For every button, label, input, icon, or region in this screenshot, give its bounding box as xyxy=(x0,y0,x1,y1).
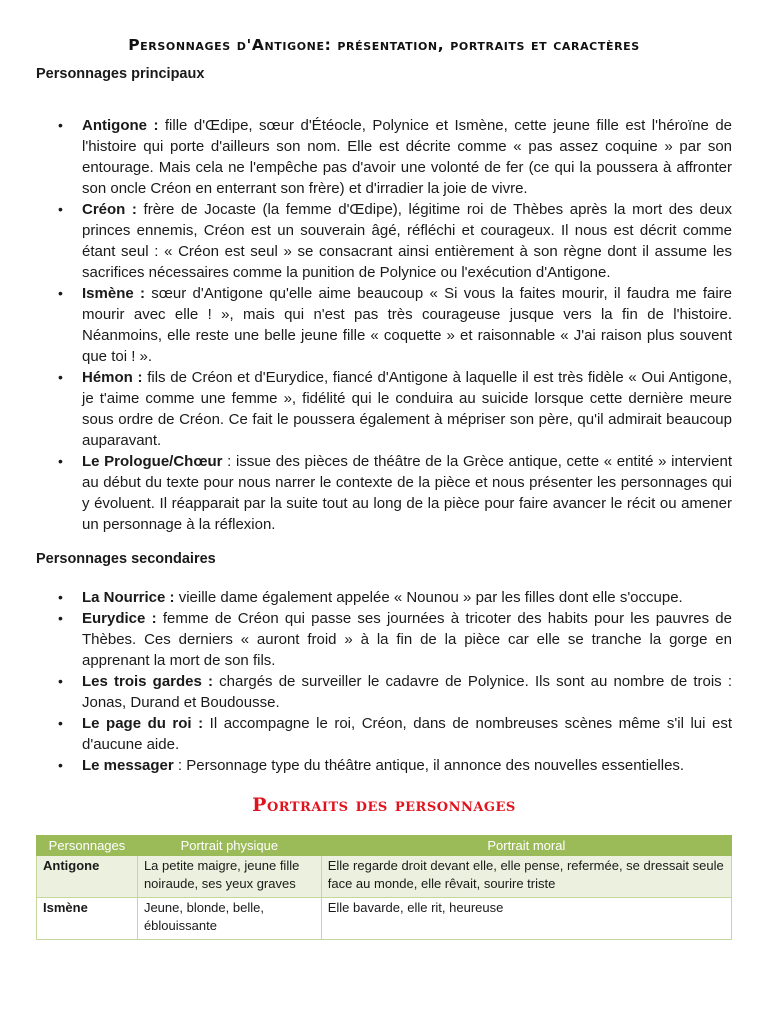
character-description: femme de Créon qui passe ses journées à tricoter des habits pour les pauvres de Thèbes. Ces derniers « auront froid » à la fin de la pièce car elle se tranche la gorge en apprenant la mort de son fils. xyxy=(82,610,732,669)
character-description: fille d'Œdipe, sœur d'Étéocle, Polynice et Ismène, cette jeune fille est l'héroïne de l'histoire qui porte d'ailleurs son nom. Elle est décrite comme « pas assez coquine » par son entourage. Mais cela ne l'empêche pas d'avoir une volonté de fer (ce qui la poussera à affronter son oncle Créon en enterrant son frère) et d'irradier la joie de vivre. xyxy=(82,117,732,197)
character-name: Les trois gardes : xyxy=(82,673,214,690)
table-cell-moral: Elle regarde droit devant elle, elle pense, refermée, se dressait seule face au monde, elle rêvait, sourire triste xyxy=(321,856,731,898)
list-item xyxy=(82,671,732,713)
character-name: Antigone : xyxy=(82,117,159,134)
character-name: Créon : xyxy=(82,201,137,218)
list-item xyxy=(82,115,732,199)
character-description: chargés de surveiller le cadavre de Polynice. Ils sont au nombre de trois : Jonas, Durand et Boudousse. xyxy=(82,673,732,711)
document-title: Personnages d'Antigone: présentation, portraits et caractères xyxy=(128,36,640,54)
character-description: : issue des pièces de théâtre de la Grèce antique, cette « entité » intervient au début du texte pour nous narrer le contexte de la pièce et nous présenter les personnages qui y évoluent. Il réapparait par la suite tout au long de la pièce pour faire avancer le récit ou amener un personnage à la réflexion. xyxy=(82,453,732,533)
list-item xyxy=(82,713,732,755)
table-header-row xyxy=(37,836,732,856)
list-item xyxy=(82,587,732,608)
table-cell-moral: Elle bavarde, elle rit, heureuse xyxy=(321,898,731,940)
character-name: Le Prologue/Chœur xyxy=(82,453,223,470)
character-description: : Personnage type du théâtre antique, il annonce des nouvelles essentielles. xyxy=(173,757,685,774)
character-description: sœur d'Antigone qu'elle aime beaucoup « Si vous la faites mourir, il faudra me faire mourir avec elle ! », mais qui n'est pas très courageuse jusque vers la fin de l'histoire. Néanmoins, elle reste une belle jeune fille « coquette » et raisonnable « J'ai raison plus souvent que toi ! ». xyxy=(82,285,732,365)
table-cell-name: Ismène xyxy=(37,898,138,940)
list-item xyxy=(82,755,732,776)
list-item xyxy=(82,608,732,671)
character-name: Eurydice : xyxy=(82,610,157,627)
character-description: frère de Jocaste (la femme d'Œdipe), légitime roi de Thèbes après la mort des deux princes ennemis, Créon est un souverain âgé, réfléchi et courageux. Il nous est décrit comme étant seul : « Créon est seul » se consacrant ainsi entièrement à son règne dont il assume les sacrifices nécessaires comme la punition de Polynice ou l'exécution d'Antigone. xyxy=(82,201,733,281)
column-header: Portrait moral xyxy=(321,836,731,856)
character-description: Il accompagne le roi, Créon, dans de nombreuses scènes même s'il lui est d'aucune aide. xyxy=(82,715,732,753)
portraits-table xyxy=(36,835,732,940)
table-cell-name: Antigone xyxy=(37,856,138,898)
character-name: La Nourrice : xyxy=(82,589,175,606)
secondary-characters-heading: Personnages secondaires xyxy=(36,551,216,567)
character-name: Hémon : xyxy=(82,369,143,386)
character-description: vieille dame également appelée « Nounou » par les filles dont elle s'occupe. xyxy=(174,589,683,606)
column-header: Personnages xyxy=(37,836,138,856)
table-row xyxy=(37,898,732,940)
list-item xyxy=(82,451,732,535)
principal-characters-list xyxy=(36,115,732,535)
table-cell-physique: La petite maigre, jeune fille noiraude, ses yeux graves xyxy=(137,856,321,898)
table-cell-physique: Jeune, blonde, belle, éblouissante xyxy=(137,898,321,940)
secondary-characters-list xyxy=(36,587,732,776)
principal-characters-heading: Personnages principaux xyxy=(36,66,205,82)
column-header: Portrait physique xyxy=(137,836,321,856)
list-item xyxy=(82,367,732,451)
character-name: Le messager xyxy=(82,757,174,774)
character-description: fils de Créon et d'Eurydice, fiancé d'Antigone à laquelle il est très fidèle « Oui Antigone, je t'aime comme une femme », fidélité qui le conduira au suicide lorsque cette dernière meure sous ordre de Créon. Ce fait le poussera également à mépriser son père, qu'il admirait beaucoup auparavant. xyxy=(82,369,733,449)
character-name: Le page du roi : xyxy=(82,715,204,732)
list-item xyxy=(82,199,732,283)
table-row xyxy=(37,856,732,898)
list-item xyxy=(82,283,732,367)
portraits-title: Portraits des personnages xyxy=(252,794,516,816)
character-name: Ismène : xyxy=(82,285,145,302)
